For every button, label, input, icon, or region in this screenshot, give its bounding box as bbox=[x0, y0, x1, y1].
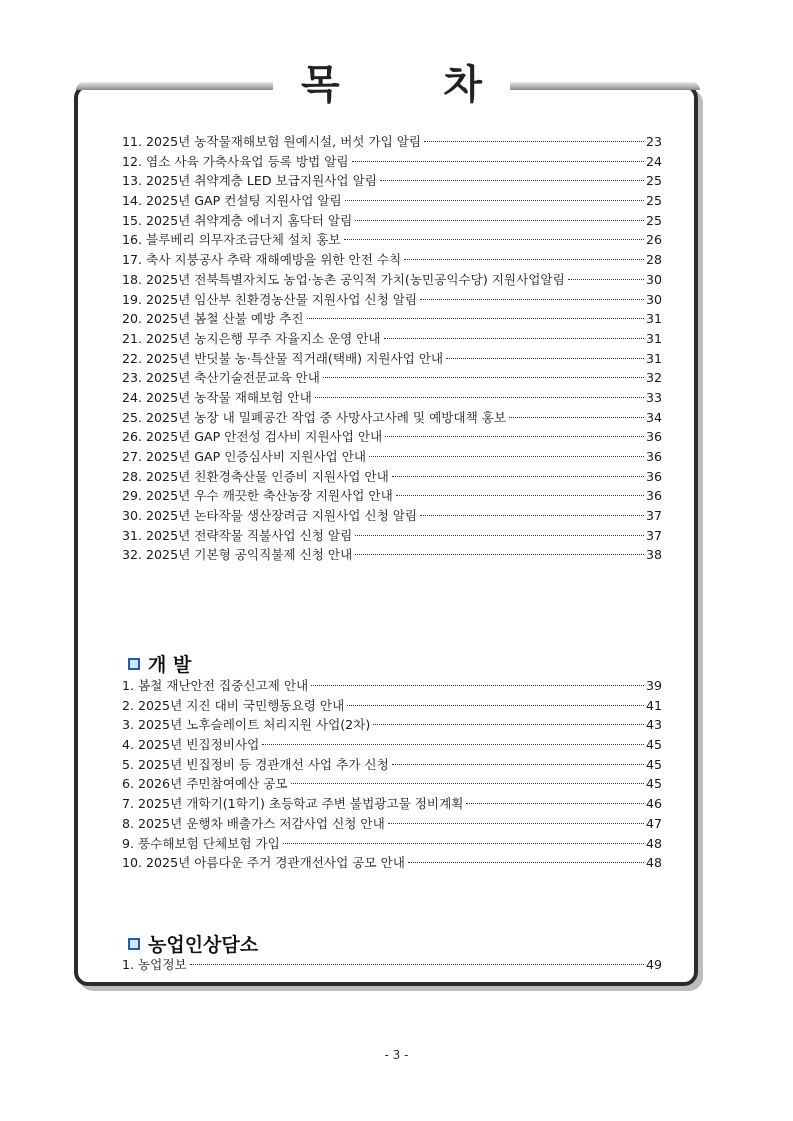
toc-entry-page: 48 bbox=[645, 835, 662, 851]
dot-leader bbox=[384, 338, 644, 339]
toc-entry-title: 11. 2025년 농작물재해보험 원예시설, 버섯 가입 알림 bbox=[122, 134, 422, 149]
toc-entry-title: 3. 2025년 노후슬레이트 처리지원 사업(2차) bbox=[122, 717, 371, 733]
toc-entry-page: 28 bbox=[645, 252, 662, 268]
toc-entry-title: 15. 2025년 취약계층 에너지 홈닥터 알림 bbox=[122, 212, 353, 228]
toc-entry-title: 23. 2025년 축산기술전문교육 안내 bbox=[122, 370, 320, 386]
toc-entry-title: 9. 풍수해보험 단체보험 가입 bbox=[122, 835, 280, 851]
toc-entry-title: 28. 2025년 친환경축산물 인증비 지원사업 안내 bbox=[122, 468, 389, 484]
section-heading-consulting bbox=[128, 930, 258, 957]
toc-entry-page: 31 bbox=[645, 350, 662, 366]
toc-entry-page: 39 bbox=[645, 678, 662, 693]
dot-leader bbox=[355, 535, 644, 536]
toc-entry-title: 4. 2025년 빈집정비사업 bbox=[122, 737, 260, 753]
toc-entry-page: 46 bbox=[645, 796, 662, 812]
page-number: - 3 - bbox=[384, 1048, 409, 1062]
toc-entry-page: 45 bbox=[645, 737, 662, 753]
toc-entry-title: 6. 2026년 주민참여예산 공모 bbox=[122, 776, 288, 792]
dot-leader bbox=[568, 279, 644, 280]
dot-leader bbox=[307, 318, 644, 319]
toc-entry-title: 20. 2025년 봄철 산불 예방 추진 bbox=[122, 311, 304, 327]
dot-leader bbox=[385, 436, 644, 437]
toc-entry-title: 18. 2025년 전북특별자치도 농업·농촌 공익적 가치(농민공익수당) 지원사업알림 bbox=[122, 271, 565, 287]
toc-list-group1 bbox=[122, 132, 662, 565]
dot-leader bbox=[311, 685, 644, 686]
toc-entry bbox=[122, 526, 662, 546]
toc-entry-title: 7. 2025년 개학기(1학기) 초등학교 주변 불법광고물 정비계획 bbox=[122, 796, 464, 812]
dot-leader bbox=[355, 554, 644, 555]
square-bullet-icon bbox=[128, 938, 140, 950]
toc-entry-page: 43 bbox=[645, 717, 662, 733]
toc-entry-page: 38 bbox=[645, 547, 662, 563]
toc-entry bbox=[122, 755, 662, 775]
toc-entry-page: 25 bbox=[645, 212, 662, 228]
dot-leader bbox=[315, 397, 644, 398]
toc-entry-page: 24 bbox=[645, 153, 662, 169]
dot-leader bbox=[466, 803, 644, 804]
toc-entry bbox=[122, 290, 662, 310]
dot-leader bbox=[424, 141, 644, 142]
toc-entry bbox=[122, 132, 662, 152]
dot-leader bbox=[369, 456, 644, 457]
toc-entry-title: 27. 2025년 GAP 인증심사비 지원사업 안내 bbox=[122, 449, 367, 464]
toc-entry bbox=[122, 853, 662, 873]
toc-entry bbox=[122, 955, 662, 975]
toc-entry bbox=[122, 696, 662, 716]
toc-entry bbox=[122, 211, 662, 231]
toc-entry bbox=[122, 309, 662, 329]
dot-leader bbox=[380, 180, 644, 181]
toc-entry-title: 30. 2025년 논타작물 생산장려금 지원사업 신청 알림 bbox=[122, 508, 418, 524]
toc-entry-title: 5. 2025년 빈집정비 등 경관개선 사업 추가 신청 bbox=[122, 756, 389, 772]
toc-entry-title: 12. 염소 사육 가축사육업 등록 방법 알림 bbox=[122, 153, 349, 169]
toc-entry-page: 37 bbox=[645, 527, 662, 543]
toc-entry-title: 1. 봄철 재난안전 집중신고제 안내 bbox=[122, 678, 309, 693]
page-title bbox=[273, 56, 510, 106]
toc-entry bbox=[122, 676, 662, 696]
dot-leader bbox=[344, 239, 644, 240]
toc-entry bbox=[122, 447, 662, 467]
toc-entry-page: 47 bbox=[645, 815, 662, 831]
toc-entry-page: 45 bbox=[645, 756, 662, 772]
dot-leader bbox=[388, 823, 644, 824]
dot-leader bbox=[392, 476, 644, 477]
toc-entry-page: 41 bbox=[645, 697, 662, 713]
toc-entry-page: 25 bbox=[645, 193, 662, 209]
toc-entry bbox=[122, 230, 662, 250]
toc-entry bbox=[122, 329, 662, 349]
toc-entry-page: 36 bbox=[645, 429, 662, 445]
toc-entry bbox=[122, 506, 662, 526]
toc-entry bbox=[122, 368, 662, 388]
dot-leader bbox=[352, 161, 644, 162]
toc-entry-title: 14. 2025년 GAP 컨설팅 지원사업 알림 bbox=[122, 193, 342, 209]
toc-entry bbox=[122, 735, 662, 755]
dot-leader bbox=[509, 417, 644, 418]
toc-entry-page: 45 bbox=[645, 776, 662, 792]
dot-leader bbox=[373, 724, 644, 725]
toc-entry-title: 26. 2025년 GAP 안전성 검사비 지원사업 안내 bbox=[122, 429, 383, 445]
toc-entry bbox=[122, 834, 662, 854]
toc-entry-title: 1. 농업정보 bbox=[122, 957, 187, 972]
section-title: 개 발 bbox=[148, 654, 192, 676]
toc-entry-page: 36 bbox=[645, 449, 662, 464]
title-char-1: 목 bbox=[301, 61, 340, 108]
toc-entry bbox=[122, 250, 662, 270]
dot-leader bbox=[408, 862, 644, 863]
section-title: 농업인상담소 bbox=[148, 934, 259, 956]
toc-entry-title: 32. 2025년 기본형 공익직불제 신청 안내 bbox=[122, 547, 353, 563]
toc-entry bbox=[122, 467, 662, 487]
toc-entry bbox=[122, 774, 662, 794]
toc-entry bbox=[122, 715, 662, 735]
toc-entry bbox=[122, 171, 662, 191]
dot-leader bbox=[283, 843, 644, 844]
dot-leader bbox=[323, 377, 644, 378]
dot-leader bbox=[190, 964, 644, 965]
dot-leader bbox=[396, 495, 644, 496]
toc-entry bbox=[122, 427, 662, 447]
toc-entry bbox=[122, 486, 662, 506]
toc-entry bbox=[122, 814, 662, 834]
toc-entry-title: 8. 2025년 운행차 배출가스 저감사업 신청 안내 bbox=[122, 815, 385, 831]
toc-entry-page: 30 bbox=[645, 291, 662, 307]
dot-leader bbox=[420, 515, 644, 516]
toc-entry-page: 49 bbox=[645, 957, 662, 972]
toc-entry bbox=[122, 408, 662, 428]
dot-leader bbox=[392, 764, 644, 765]
toc-entry-page: 31 bbox=[645, 311, 662, 327]
dot-leader bbox=[345, 200, 644, 201]
title-char-2: 차 bbox=[443, 61, 482, 108]
toc-entry-title: 2. 2025년 지진 대비 국민행동요령 안내 bbox=[122, 697, 345, 713]
square-bullet-icon bbox=[128, 658, 140, 670]
toc-entry-page: 36 bbox=[645, 488, 662, 504]
section-heading-development bbox=[128, 650, 191, 677]
toc-entry bbox=[122, 794, 662, 814]
dot-leader bbox=[262, 744, 644, 745]
toc-entry-title: 22. 2025년 반딧불 농·특산물 직거래(택배) 지원사업 안내 bbox=[122, 350, 444, 366]
dot-leader bbox=[404, 259, 644, 260]
dot-leader bbox=[347, 705, 644, 706]
toc-entry-page: 23 bbox=[645, 134, 662, 149]
toc-entry-page: 33 bbox=[645, 389, 662, 405]
toc-entry bbox=[122, 191, 662, 211]
toc-entry-title: 24. 2025년 농작물 재해보험 안내 bbox=[122, 389, 312, 405]
toc-entry-page: 25 bbox=[645, 173, 662, 189]
toc-entry bbox=[122, 545, 662, 565]
toc-entry-page: 37 bbox=[645, 508, 662, 524]
dot-leader bbox=[420, 299, 644, 300]
toc-entry-page: 34 bbox=[645, 409, 662, 425]
toc-entry-page: 30 bbox=[645, 271, 662, 287]
toc-entry bbox=[122, 152, 662, 172]
toc-entry bbox=[122, 388, 662, 408]
toc-entry-title: 13. 2025년 취약계층 LED 보급지원사업 알림 bbox=[122, 173, 377, 189]
toc-entry-page: 26 bbox=[645, 232, 662, 248]
dot-leader bbox=[291, 783, 644, 784]
toc-entry bbox=[122, 270, 662, 290]
toc-entry-title: 31. 2025년 전략작물 직불사업 신청 알림 bbox=[122, 527, 353, 543]
toc-entry-title: 29. 2025년 우수 깨끗한 축산농장 지원사업 안내 bbox=[122, 488, 393, 504]
toc-entry-title: 10. 2025년 아름다운 주거 경관개선사업 공모 안내 bbox=[122, 855, 405, 871]
toc-entry-page: 36 bbox=[645, 468, 662, 484]
title-bar-right bbox=[510, 82, 700, 90]
toc-entry-page: 32 bbox=[645, 370, 662, 386]
toc-entry-title: 16. 블루베리 의무자조금단체 설치 홍보 bbox=[122, 232, 341, 248]
dot-leader bbox=[355, 220, 644, 221]
toc-list-consulting bbox=[122, 955, 662, 975]
title-bar-left bbox=[76, 82, 273, 90]
toc-entry-title: 17. 축사 지붕공사 추락 재해예방을 위한 안전 수칙 bbox=[122, 252, 402, 268]
toc-entry-page: 48 bbox=[645, 855, 662, 871]
dot-leader bbox=[446, 358, 644, 359]
toc-entry-page: 31 bbox=[645, 330, 662, 346]
toc-list-development bbox=[122, 676, 662, 873]
toc-entry-title: 21. 2025년 농지은행 무주 자율지소 운영 안내 bbox=[122, 330, 381, 346]
toc-entry-title: 19. 2025년 임산부 친환경농산물 지원사업 신청 알림 bbox=[122, 291, 418, 307]
toc-entry bbox=[122, 349, 662, 369]
toc-entry-title: 25. 2025년 농장 내 밀폐공간 작업 중 사망사고사례 및 예방대책 홍보 bbox=[122, 409, 507, 425]
